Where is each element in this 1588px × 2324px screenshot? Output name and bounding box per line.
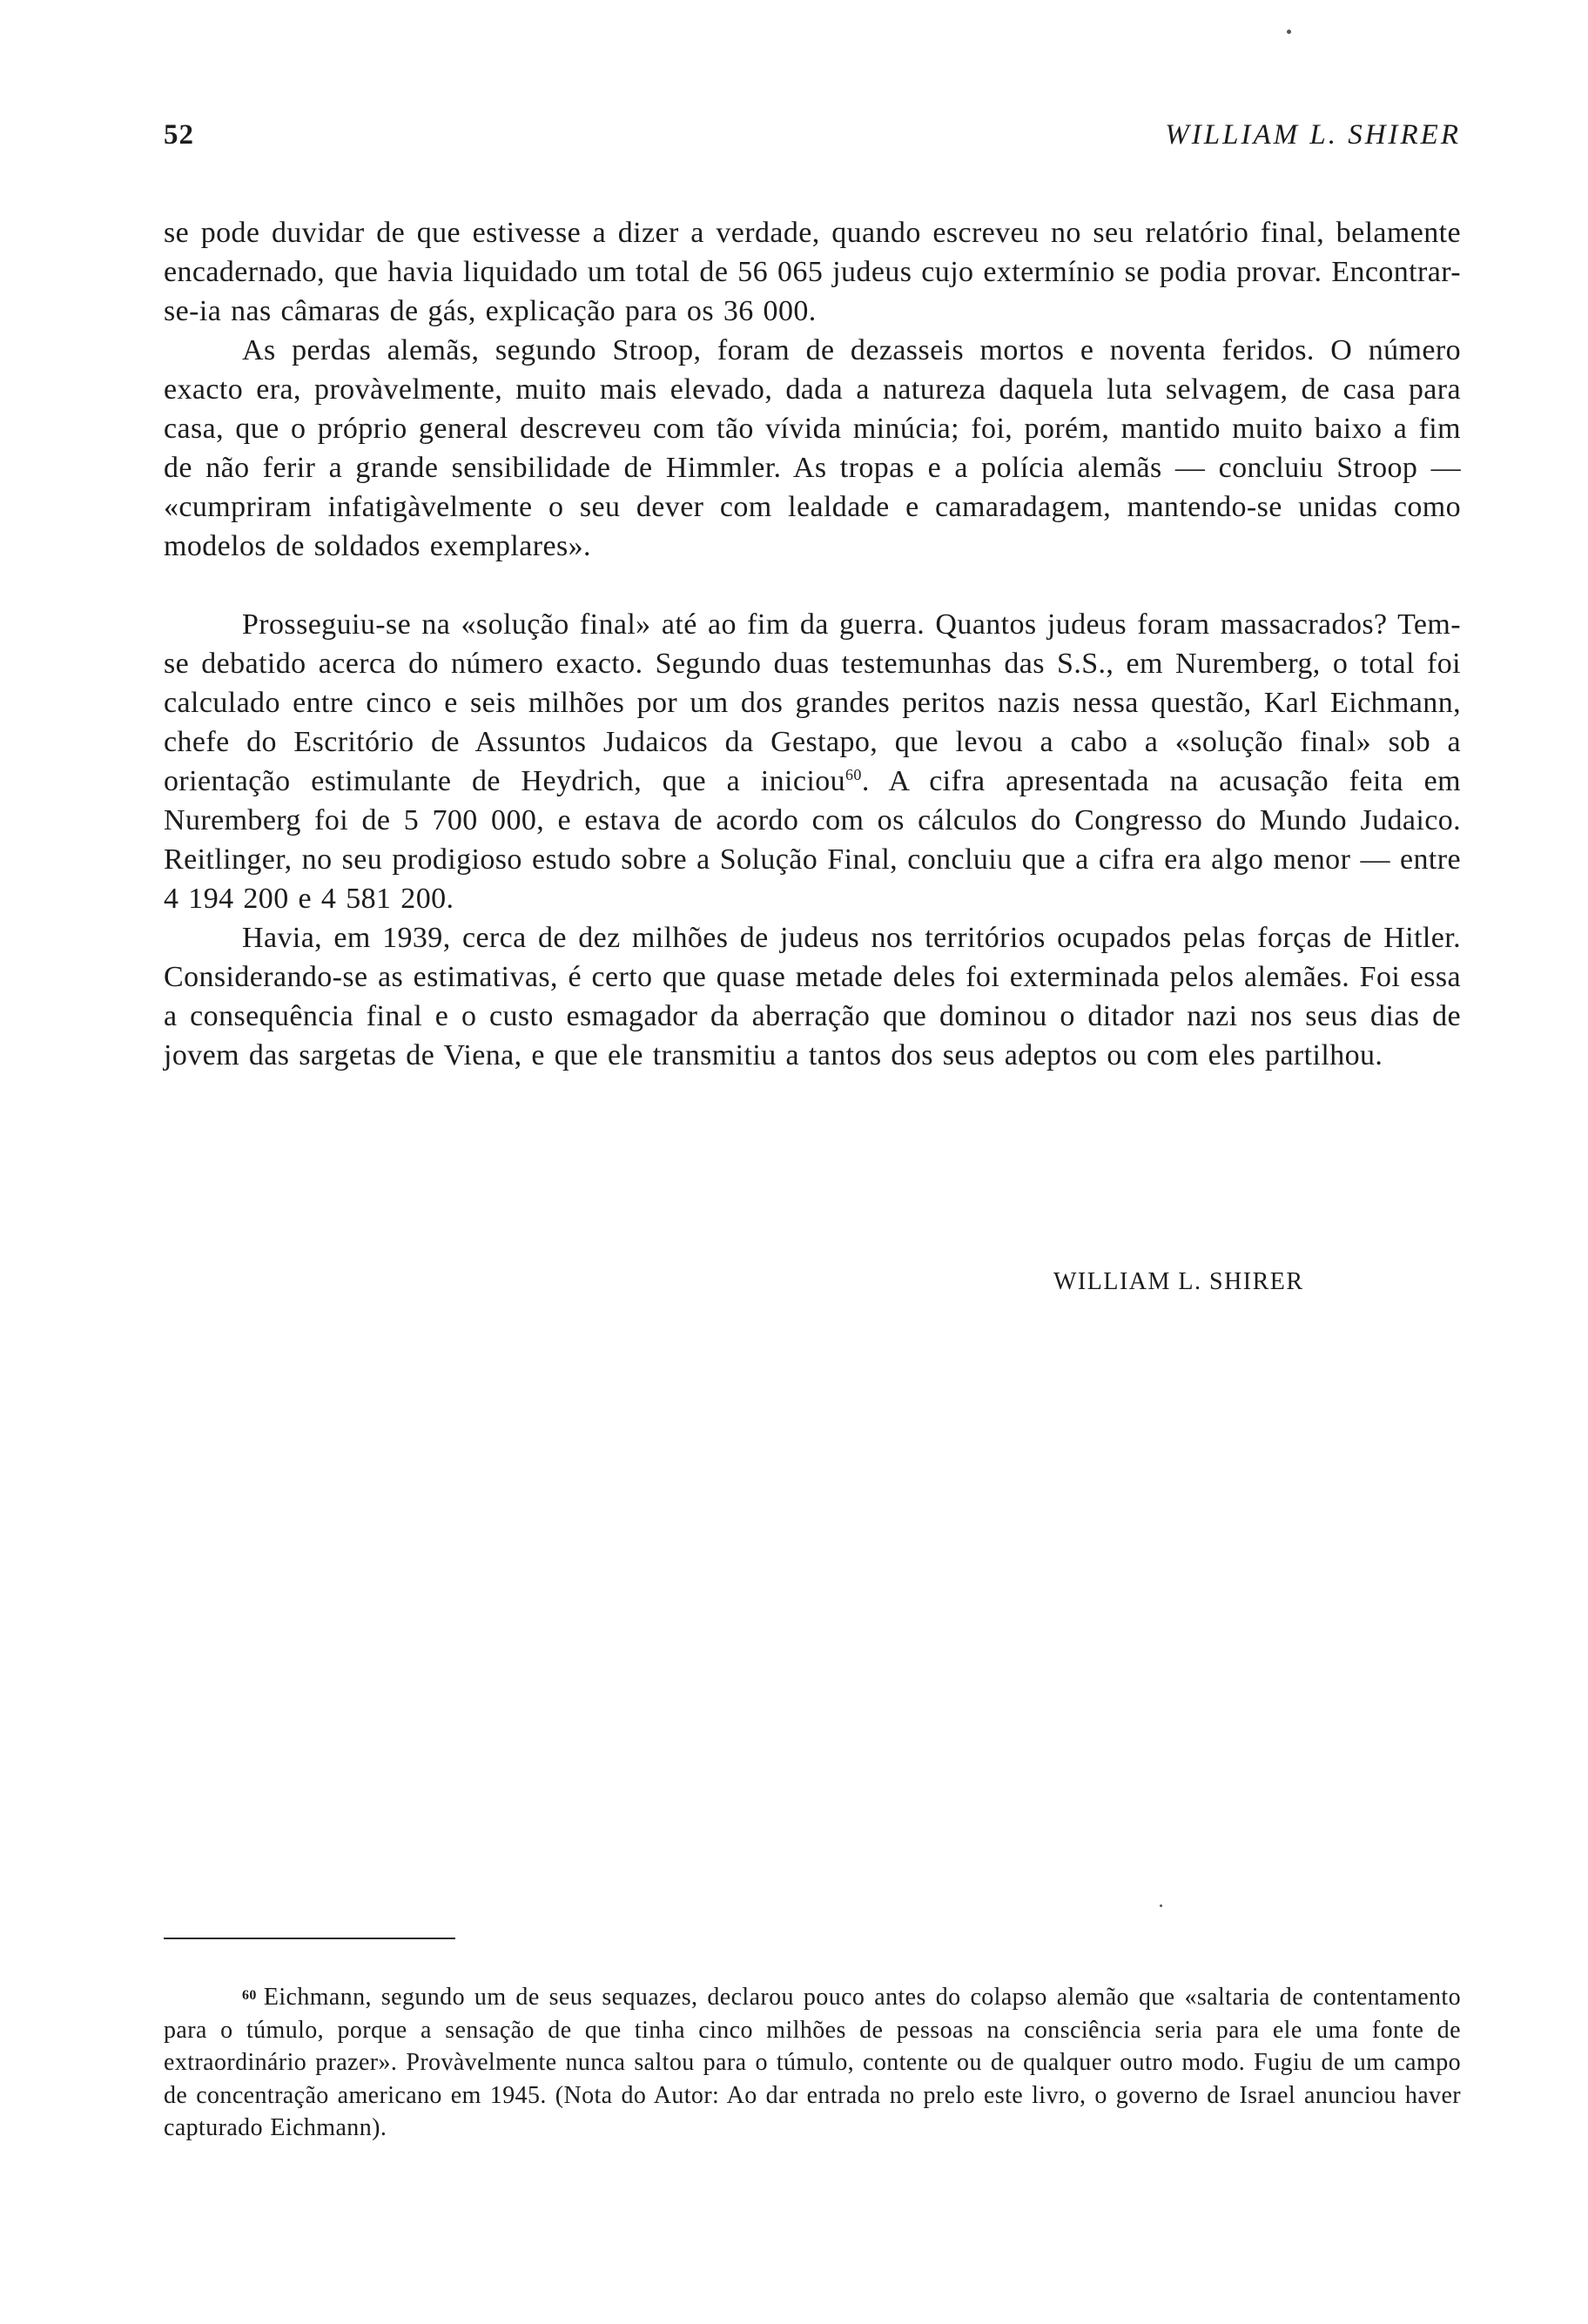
author-signature: WILLIAM L. SHIRER [1053, 1268, 1304, 1295]
footnote-divider [164, 1938, 455, 1939]
paragraph-continued: se pode duvidar de que estivesse a dizer a verdade, quando escreveu no seu relatório final, belamente encadernado, que havia liquidado um total de 56 065 judeus cujo extermínio se podia provar. Encontrar-se-ia nas câmaras de gás, explicação para os 36 000. [164, 217, 1461, 327]
page-header [164, 119, 1461, 163]
footnote [164, 1981, 1461, 2145]
paragraph-estimates: Havia, em 1939, cerca de dez milhões de judeus nos territórios ocupados pelas forças de Hitler. Considerando-se as estimativas, é certo que quase metade deles foi exterminada pelos alemães. Foi essa a consequência final e o custo esmagador da aberração que dominou o ditador nazi nos seus dias de jovem das sargetas de Viena, e que ele transmitiu a tantos dos seus adeptos ou com eles partilhou. [164, 922, 1461, 1071]
main-text [164, 213, 1461, 1075]
running-title: WILLIAM L. SHIRER [1165, 119, 1461, 151]
paragraph-german-losses: As perdas alemãs, segundo Stroop, foram de dezasseis mortos e noventa feridos. O número exacto era, provàvelmente, muito mais elevado, dada a natureza daquela luta selvagem, de casa para casa, que o próprio general descreveu com tão vívida minúcia; foi, porém, mantido muito baixo a fim de não ferir a grande sensibilidade de Himmler. As tropas e a polícia alemãs — concluiu Stroop — «cumpriram infatigàvelmente o seu dever com lealdade e camaradagem, mantendo-se unidas como modelos de soldados exemplares». [164, 334, 1461, 562]
footnote-reference: 60 [845, 766, 862, 783]
page-number: 52 [164, 119, 194, 151]
paragraph-final-solution [164, 605, 1461, 918]
scan-speck [1160, 1904, 1162, 1907]
footnote-mark: 60 [242, 1988, 257, 2003]
paragraph-final-solution-text-a: Prosseguiu-se na «solução final» até ao fim da guerra. Quantos judeus foram massacrados? Tem-se debatido acerca do número exacto. Segundo duas testemunhas das S.S., em Nuremberg, o total foi calculado entre cinco e seis milhões por um dos grandes peritos nazis nessa questão, Karl Eichmann, chefe do Escritório de Assuntos Judaicos da Gestapo, que levou a cabo a «solução final» sob a orientação estimulante de Heydrich, que a iniciou [164, 608, 1461, 797]
footnote-paragraph [164, 1981, 1461, 2145]
paragraph-final-solution-text-b: . A cifra apresentada na acusação feita em Nuremberg foi de 5 700 000, e estava de acordo com os cálculos do Congresso do Mundo Judaico. Reitlinger, no seu prodigioso estudo sobre a Solução Final, concluiu que a cifra era algo menor — entre 4 194 200 e 4 581 200. [164, 765, 1461, 915]
footnote-text: Eichmann, segundo um de seus sequazes, declarou pouco antes do colapso alemão que «saltaria de contentamento para o túmulo, porque a sensação de que tinha cinco milhões de pessoas na consciência seria para ele uma fonte de extraordinário prazer». Provàvelmente nunca saltou para o túmulo, contente ou de qualquer outro modo. Fugiu de um campo de concentração americano em 1945. (Nota do Autor: Ao dar entrada no prelo este livro, o governo de Israel anunciou haver capturado Eichmann). [164, 1984, 1461, 2141]
scan-speck [1287, 30, 1291, 34]
